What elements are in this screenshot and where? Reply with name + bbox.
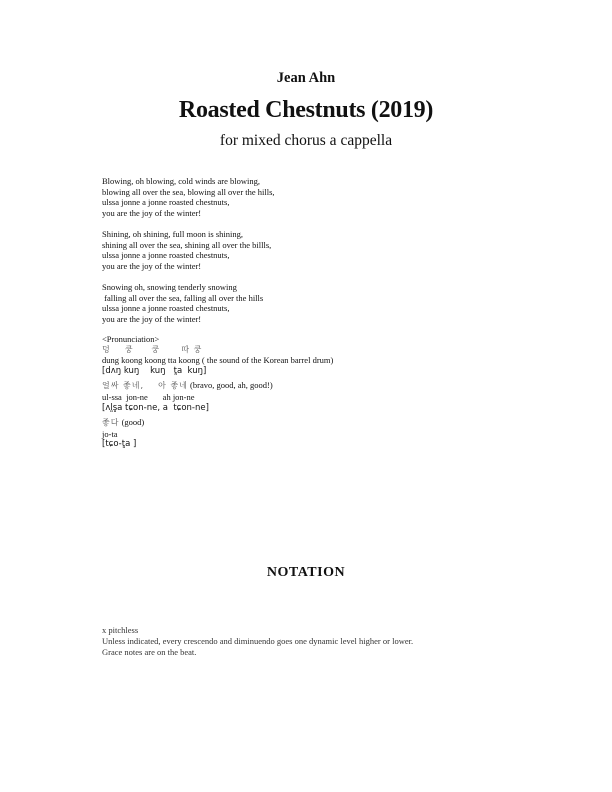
lyric-line: ulssa jonne a jonne roasted chestnuts, bbox=[102, 250, 230, 261]
ipa-drum: [dʌŋ kuŋ kuŋ t̪a kuŋ] bbox=[102, 365, 207, 376]
lyrics-stanza-3 bbox=[102, 282, 522, 324]
lyric-line: Snowing oh, snowing tenderly snowing bbox=[102, 281, 237, 292]
hangul-good-gloss: (good) bbox=[119, 417, 145, 428]
composer-name: Jean Ahn bbox=[276, 70, 336, 86]
work-title: Roasted Chestnuts (2019) bbox=[178, 97, 434, 123]
notation-note: Unless indicated, every crescendo and diminuendo goes one dynamic level higher or lower. bbox=[102, 636, 414, 646]
notation-note: Grace notes are on the beat. bbox=[102, 647, 197, 657]
hangul-good: 좋다 bbox=[102, 418, 120, 428]
instrumentation-subtitle: for mixed chorus a cappella bbox=[219, 132, 393, 149]
notation-note: x pitchless bbox=[102, 625, 139, 635]
pronunciation-heading: <Pronunciation> bbox=[102, 334, 160, 344]
lyric-line: blowing all over the sea, blowing all over the hills, bbox=[102, 186, 275, 197]
lyrics-text bbox=[102, 176, 522, 335]
ipa-good: [tɕo-t͈a ] bbox=[102, 439, 137, 450]
lyric-line: Shining, oh shining, full moon is shining, bbox=[102, 228, 243, 239]
lyric-line: you are the joy of the winter! bbox=[102, 313, 202, 324]
lyrics-stanza-2 bbox=[102, 229, 522, 271]
lyric-line: falling all over the sea, falling all over the hills bbox=[102, 292, 264, 303]
romanization-drum: dung koong koong tta koong ( the sound of the Korean barrel drum) bbox=[102, 355, 334, 366]
lyrics-stanza-1 bbox=[102, 176, 522, 218]
lyric-line: you are the joy of the winter! bbox=[102, 260, 202, 271]
lyric-line: Blowing, oh blowing, cold winds are blowing, bbox=[102, 176, 260, 186]
lyric-line: ulssa jonne a jonne roasted chestnuts, bbox=[102, 197, 230, 208]
hangul-drum-syllables: 덩 쿵 쿵 따 쿵 bbox=[102, 344, 203, 354]
hangul-bravo-row bbox=[102, 380, 522, 392]
romanization-bravo: ul-ssa jon-ne ah jon-ne bbox=[102, 391, 195, 402]
notation-heading: NOTATION bbox=[266, 565, 346, 580]
romanization-good: jo-ta bbox=[102, 428, 118, 439]
pronunciation-guide bbox=[102, 334, 522, 454]
hangul-bravo-gloss: (bravo, good, ah, good!) bbox=[187, 380, 273, 391]
hangul-good-row bbox=[102, 417, 522, 429]
lyric-line: ulssa jonne a jonne roasted chestnuts, bbox=[102, 303, 230, 314]
ipa-bravo: [ʌl͈s͈a tɕon-ne, a tɕon-ne] bbox=[102, 402, 209, 413]
notation-notes bbox=[102, 625, 532, 658]
hangul-bravo: 얼싸 좋네, 아 좋네 bbox=[102, 381, 188, 391]
lyric-line: shining all over the sea, shining all over the billls, bbox=[102, 239, 272, 250]
lyric-line: you are the joy of the winter! bbox=[102, 207, 202, 218]
